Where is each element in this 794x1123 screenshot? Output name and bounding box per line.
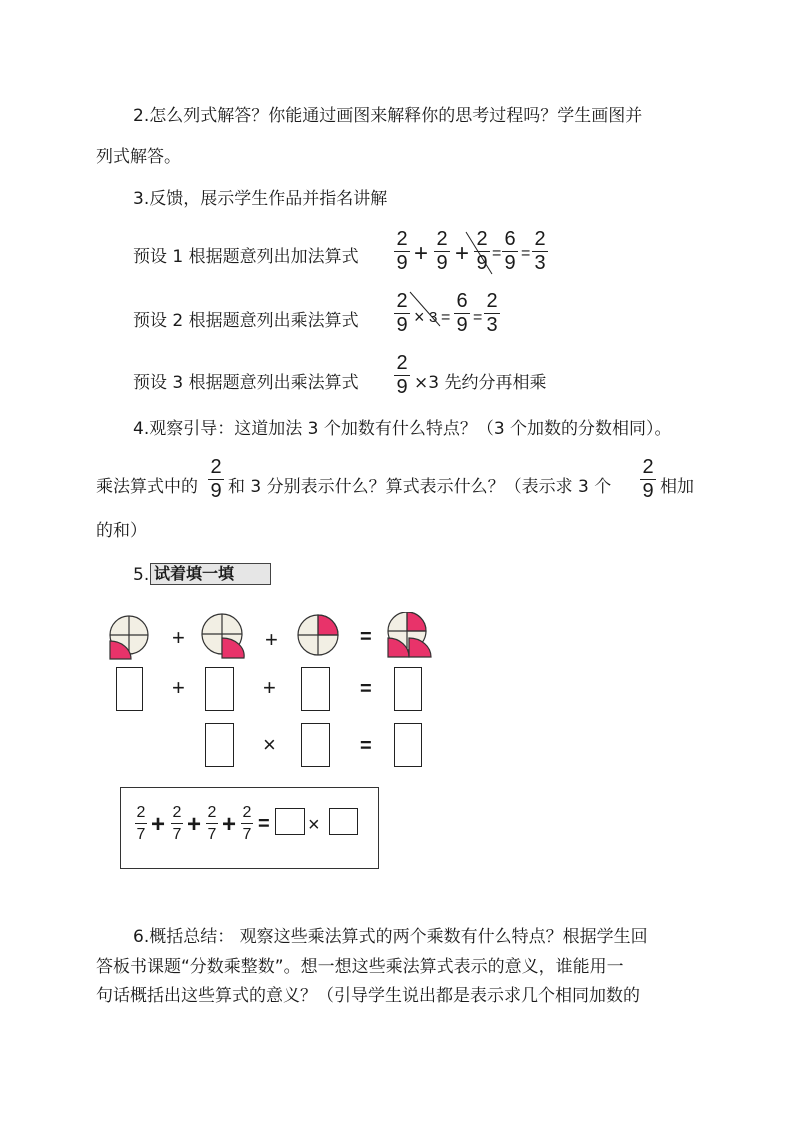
cancel-slash-icon [408, 290, 442, 330]
fraction-2-9: 2 9 [394, 290, 410, 337]
preset-1-label: 预设 1 根据题意列出加法算式 [133, 247, 359, 267]
fraction-2-7: 2 7 [136, 804, 146, 843]
plus-sign: + [455, 240, 470, 267]
para-6-line-3: 句话概括出这些算式的意义？（引导学生说出都是表示求几个相同加数的 [96, 986, 640, 1006]
plus-sign: + [187, 811, 202, 838]
answer-box-addend-3[interactable] [301, 667, 330, 711]
equals-sign: = [360, 678, 372, 700]
answer-box-fraction[interactable] [275, 808, 305, 835]
preset-3-tail: ×3 先约分再相乘 [414, 373, 547, 393]
times-sign: × [263, 732, 276, 757]
fraction-2-9: 2 9 [394, 352, 410, 399]
fraction-2-9: 2 9 [640, 456, 656, 503]
answer-box-product[interactable] [394, 723, 422, 767]
equals-sign: = [360, 626, 372, 648]
fraction-2-7: 2 7 [207, 804, 217, 843]
equals-sign: = [521, 245, 531, 262]
fraction-2-7: 2 7 [242, 804, 252, 843]
fraction-2-9: 2 9 [434, 228, 450, 275]
answer-box-sum[interactable] [394, 667, 422, 711]
equals-sign: = [473, 309, 483, 326]
para-4-line-2a: 乘法算式中的 [96, 477, 198, 497]
fraction-6-9: 6 9 [502, 228, 518, 275]
times-sign: × [414, 307, 425, 327]
answer-box-factor-2[interactable] [301, 723, 330, 767]
fraction-circle-3 [296, 614, 344, 660]
plus-sign: + [265, 627, 278, 652]
fraction-2-7: 2 7 [172, 804, 182, 843]
plus-sign: + [222, 811, 237, 838]
equals-sign: = [441, 309, 451, 326]
fraction-circle-1 [107, 615, 155, 661]
para-6-line-2: 答板书课题“分数乘整数”。想一想这些乘法算式表示的意义，谁能用一 [96, 957, 624, 977]
plus-sign: + [151, 811, 166, 838]
fraction-2-3: 2 3 [484, 290, 500, 337]
answer-box-factor-1[interactable] [205, 723, 234, 767]
plus-sign: + [172, 625, 185, 650]
multiplier-3: 3 [429, 309, 438, 326]
para-2-line-2: 列式解答。 [96, 147, 181, 167]
equals-sign: = [360, 735, 372, 757]
para-4-line-3: 的和） [96, 521, 147, 541]
preset-3-label: 预设 3 根据题意列出乘法算式 [133, 373, 359, 393]
para-4-line-1: 4.观察引导：这道加法 3 个加数有什么特点？（3 个加数的分数相同）。 [133, 419, 672, 439]
equals-sign: = [492, 245, 502, 262]
para-6-line-1: 6.概括总结： 观察这些乘法算式的两个乘数有什么特点？根据学生回 [133, 927, 648, 947]
fraction-2-9: 2 9 [208, 456, 224, 503]
para-2-line-1: 2.怎么列式解答？你能通过画图来解释你的思考过程吗？学生画图并 [133, 106, 643, 126]
plus-sign: + [263, 675, 276, 700]
para-4-line-2c: 相加 [660, 477, 694, 497]
answer-box-addend-1[interactable] [116, 667, 143, 711]
preset-2-label: 预设 2 根据题意列出乘法算式 [133, 311, 359, 331]
equals-sign: = [258, 813, 270, 835]
section-title-box: 试着填一填 [150, 563, 271, 585]
fraction-2-9: 2 9 [394, 228, 410, 275]
fraction-6-9: 6 9 [454, 290, 470, 337]
fraction-2-3: 2 3 [532, 228, 548, 275]
answer-box-addend-2[interactable] [205, 667, 234, 711]
para-4-line-2b: 和 3 分别表示什么？算式表示什么？（表示求 3 个 [228, 477, 612, 497]
para-3: 3.反馈，展示学生作品并指名讲解 [133, 189, 388, 209]
fraction-circle-result [385, 612, 435, 662]
times-sign: × [308, 814, 320, 836]
plus-sign: + [414, 240, 429, 267]
answer-box-multiplier[interactable] [329, 808, 358, 835]
fraction-circle-2 [200, 613, 248, 661]
plus-sign: + [172, 675, 185, 700]
fraction-2-9-cancelled: 2 9 [474, 228, 490, 275]
para-5-number: 5. [133, 565, 150, 585]
